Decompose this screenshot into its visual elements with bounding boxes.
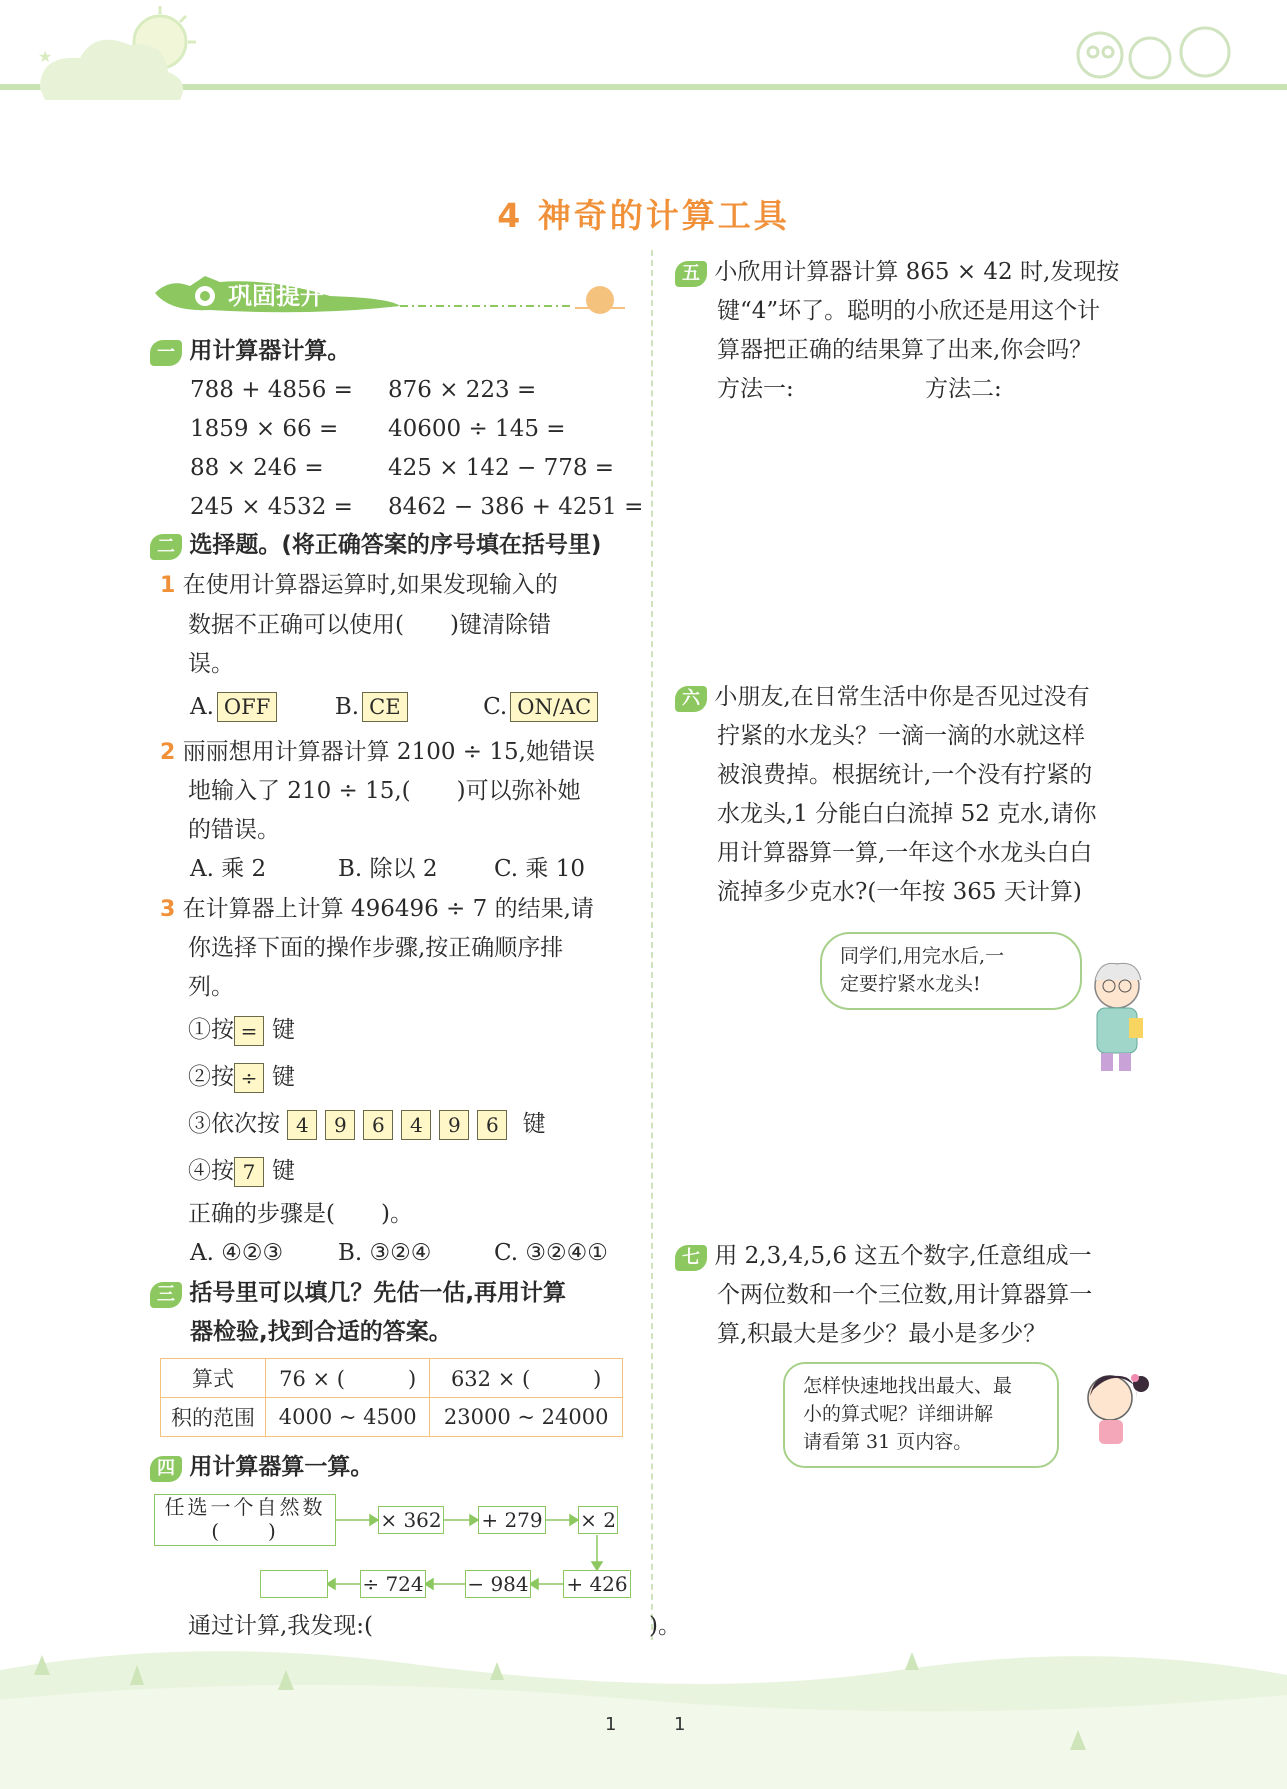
step-3: ③依次按 4 9 6 4 9 6 键: [188, 1105, 546, 1144]
table-header: 算式: [161, 1359, 266, 1398]
method-2-label: 方法二:: [925, 376, 1002, 402]
key-on-ac: ON/AC: [510, 692, 598, 722]
option: C. 乘 10: [494, 856, 585, 882]
question-line: 被浪费掉。根据统计,一个没有拧紧的: [717, 762, 1093, 788]
flow-result-box: [260, 1570, 328, 1598]
question-line: 你选择下面的操作步骤,按正确顺序排: [188, 935, 564, 961]
flow-step: + 279: [478, 1506, 546, 1534]
calc-row: 40600 ÷ 145 =: [388, 416, 566, 442]
key-digit: 9: [325, 1110, 355, 1140]
footer-landscape: [0, 1630, 1287, 1789]
option: A. 乘 2: [190, 856, 267, 882]
section-5: 五 小欣用计算器计算 865 × 42 时,发现按: [675, 253, 1119, 292]
page-title: 4 神奇的计算工具: [497, 196, 790, 235]
section-7: 七 用 2,3,4,5,6 这五个数字,任意组成一: [675, 1237, 1092, 1276]
section-badge: 六: [675, 686, 707, 712]
section-title-line: 器检验,找到合适的答案。: [190, 1319, 452, 1345]
key-seven: 7: [234, 1157, 264, 1187]
key-digit: 6: [363, 1110, 393, 1140]
flow-start-box: 任选一个自然数 ( ): [154, 1494, 336, 1546]
key-digit: 6: [477, 1110, 507, 1140]
calc-row: 8462 − 386 + 4251 =: [388, 494, 644, 520]
calc-row: 1859 × 66 =: [190, 416, 339, 442]
options-row: A. OFF B. CE C. ON/AC: [190, 688, 601, 727]
section-title: 用计算器算一算。: [189, 1454, 374, 1480]
finding-line: 通过计算,我发现:( )。: [188, 1613, 682, 1639]
question-line: 误。: [188, 651, 234, 677]
section-badge: 二: [150, 534, 182, 560]
question-line: 拧紧的水龙头？一滴一滴的水就这样: [717, 723, 1085, 749]
key-digit: 4: [401, 1110, 431, 1140]
table-header: 积的范围: [161, 1398, 266, 1437]
question-line: 算器把正确的结果算了出来,你会吗？: [717, 337, 1093, 363]
key-digit: 4: [287, 1110, 317, 1140]
calc-row: 245 × 4532 =: [190, 494, 353, 520]
question-line: 水龙头,1 分能白白流掉 52 克水,请你: [717, 801, 1097, 827]
section-badge: 五: [675, 261, 707, 287]
table-cell: 4000 ~ 4500: [266, 1398, 430, 1437]
question-line: 个两位数和一个三位数,用计算器算一: [717, 1282, 1093, 1308]
key-ce: CE: [362, 692, 407, 722]
step-4: ④按 7 键: [188, 1152, 295, 1191]
flow-step: × 362: [378, 1506, 444, 1534]
question-line: 流掉多少克水?(一年按 365 天计算): [717, 879, 1082, 905]
question-line: 列。: [188, 974, 234, 1000]
method-1-label: 方法一:: [717, 376, 794, 402]
step-2: ②按 ÷ 键: [188, 1058, 295, 1097]
answer-line: 正确的步骤是( )。: [188, 1201, 413, 1227]
option: B. 除以 2: [338, 856, 438, 882]
flow-step: × 2: [578, 1506, 618, 1534]
section-badge: 七: [675, 1245, 707, 1271]
section-badge: 四: [150, 1456, 182, 1482]
question-line: 地输入了 210 ÷ 15,( )可以弥补她: [188, 778, 581, 804]
page-number-left: 1: [605, 1714, 617, 1735]
question-3: 3 在计算器上计算 496496 ÷ 7 的结果,请: [160, 896, 594, 922]
calc-row: 88 × 246 =: [190, 455, 324, 481]
option: B. ③②④: [338, 1240, 432, 1266]
table-cell: 23000 ~ 24000: [430, 1398, 623, 1437]
section-title: 括号里可以填几？先估一估,再用计算: [189, 1280, 567, 1306]
section-badge: 三: [150, 1282, 182, 1308]
section-title: 选择题。(将正确答案的序号填在括号里): [189, 532, 602, 558]
calc-row: 788 + 4856 =: [190, 377, 353, 403]
banner-label: 巩固提升: [228, 282, 324, 310]
key-digit: 9: [439, 1110, 469, 1140]
flow-step: − 984: [465, 1570, 531, 1598]
teacher-icon: [1075, 958, 1155, 1078]
page-number-right: 1: [674, 1714, 686, 1735]
option: A. ④②③: [190, 1240, 284, 1266]
question-line: 数据不正确可以使用( )键清除错: [188, 612, 551, 638]
question-line: 用计算器算一算,一年这个水龙头白白: [717, 840, 1093, 866]
key-off: OFF: [217, 692, 277, 722]
question-1: 1 在使用计算器运算时,如果发现输入的: [160, 572, 558, 598]
section-title: 用计算器计算。: [189, 338, 351, 364]
speech-bubble: 同学们,用完水后,一 定要拧紧水龙头!: [820, 932, 1082, 1010]
girl-icon: [1085, 1368, 1160, 1448]
table-cell: 632 × ( ): [430, 1359, 623, 1398]
calc-row: 425 × 142 − 778 =: [388, 455, 615, 481]
question-line: 键“4”坏了。聪明的小欣还是用这个计: [717, 298, 1101, 324]
svg-text:★: ★: [38, 47, 53, 66]
section-badge: 一: [150, 340, 182, 366]
section-6: 六 小朋友,在日常生活中你是否见过没有: [675, 678, 1090, 717]
flow-step: ÷ 724: [360, 1570, 426, 1598]
question-2: 2 丽丽想用计算器计算 2100 ÷ 15,她错误: [160, 739, 595, 765]
table-cell: 76 × ( ): [266, 1359, 430, 1398]
flow-step: + 426: [563, 1570, 631, 1598]
speech-bubble: 怎样快速地找出最大、最 小的算式呢？详细讲解 请看第 31 页内容。: [783, 1362, 1059, 1468]
question-line: 的错误。: [188, 817, 280, 843]
key-equals: =: [234, 1016, 264, 1046]
calc-row: 876 × 223 =: [388, 377, 537, 403]
step-1: ①按 = 键: [188, 1011, 295, 1050]
key-divide: ÷: [234, 1063, 264, 1093]
question-line: 算,积最大是多少？最小是多少？: [717, 1321, 1047, 1347]
option: C. ③②④①: [494, 1240, 608, 1266]
